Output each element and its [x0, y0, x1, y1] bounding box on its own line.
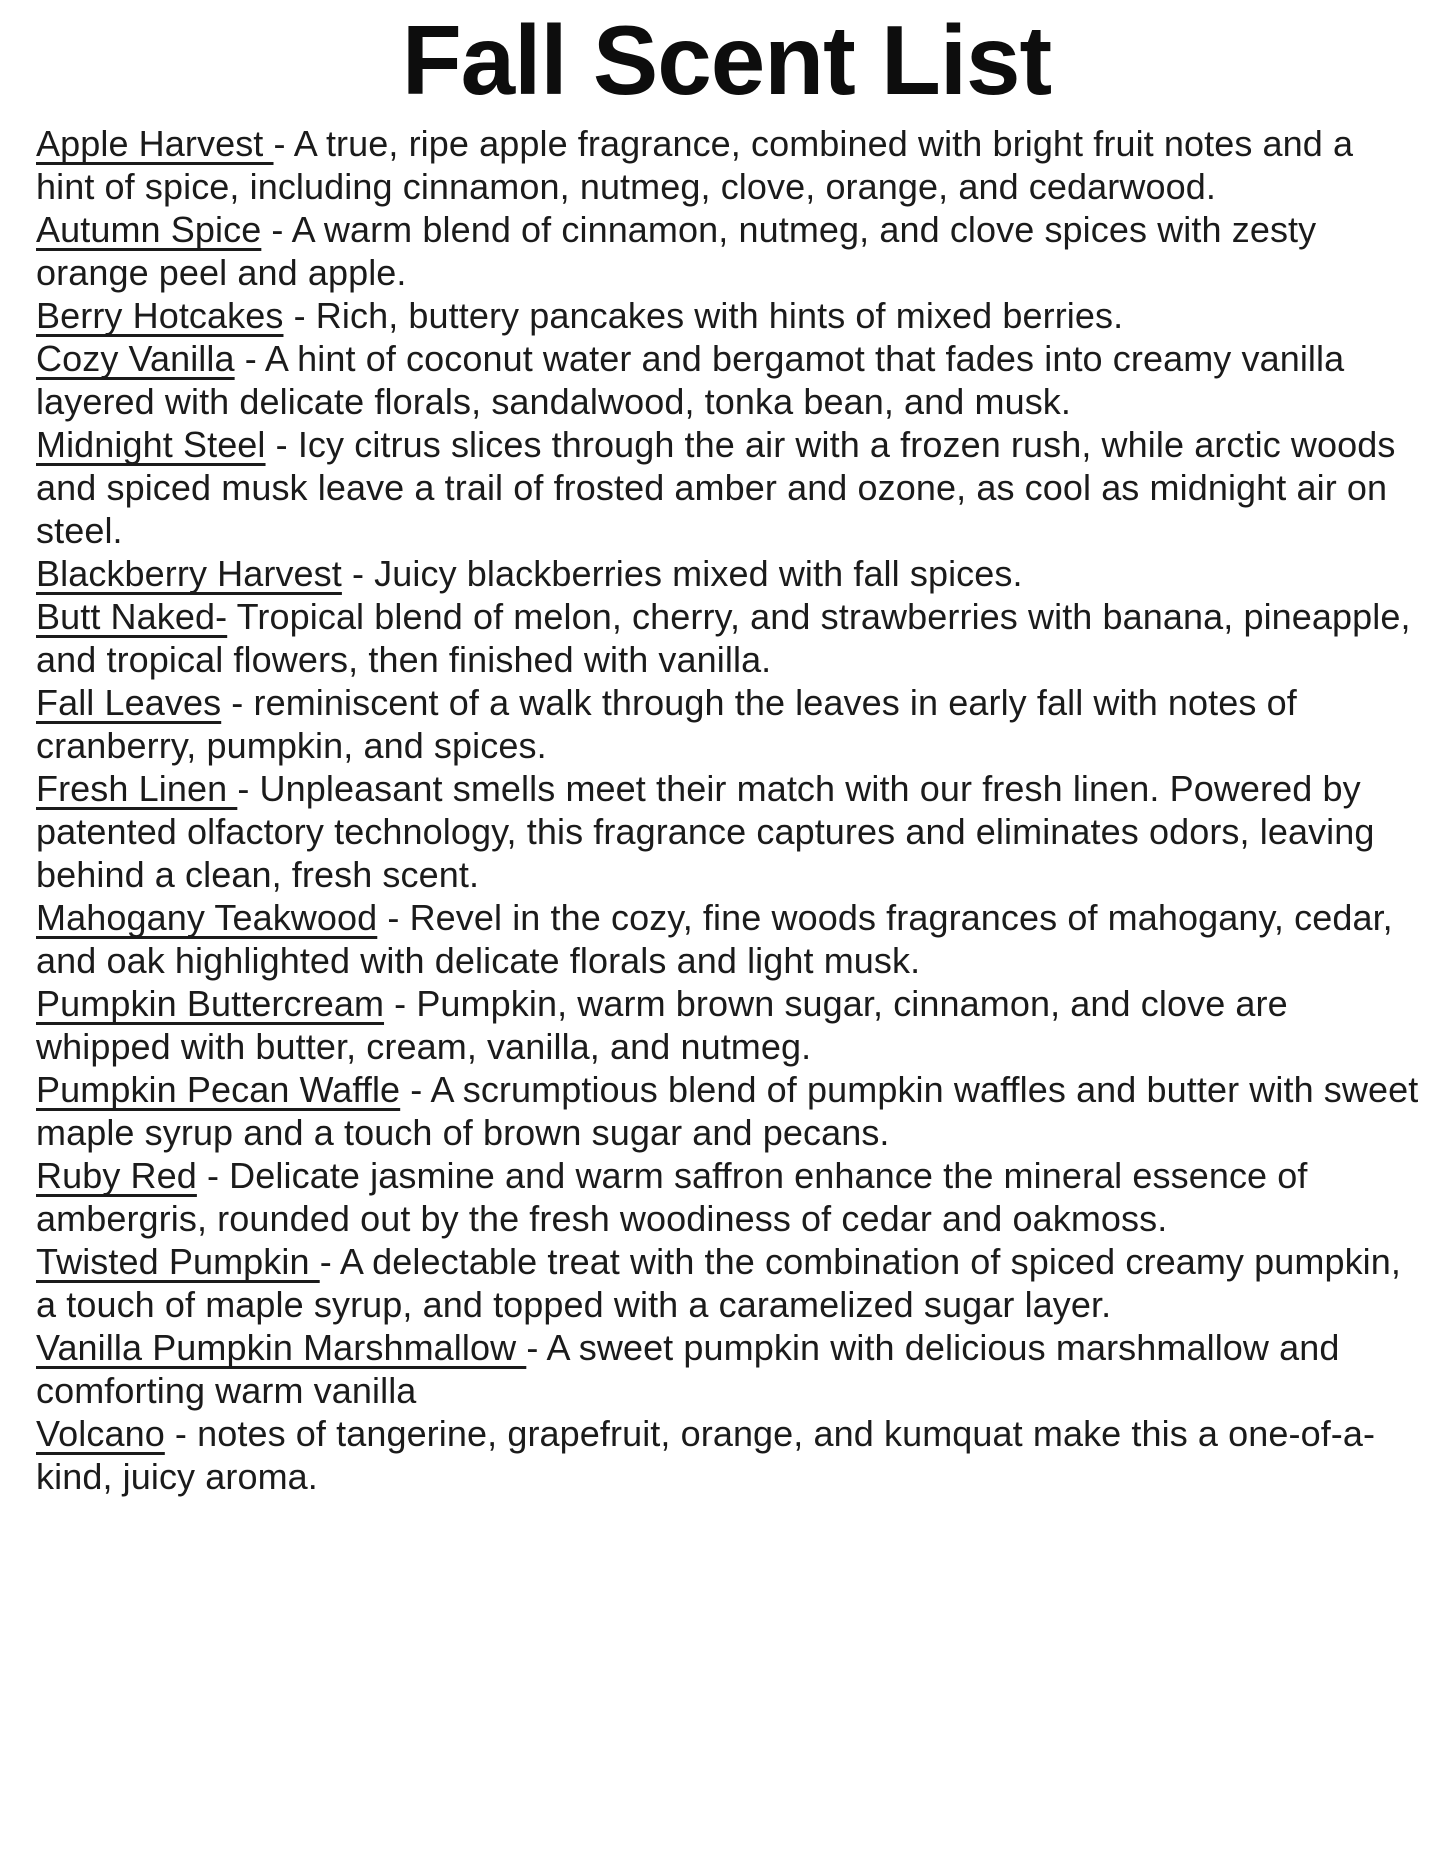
scent-description: - A delectable treat with the combination of spiced creamy pumpkin, a touch of maple syrup, and topped with a caramelized sugar layer. — [36, 1240, 1412, 1325]
scent-entry — [36, 767, 1421, 896]
scent-entry — [36, 552, 1421, 595]
scent-entry — [36, 294, 1421, 337]
scent-name: Pumpkin Buttercream — [36, 982, 385, 1024]
scent-name: Autumn Spice — [36, 208, 262, 250]
scent-entry — [36, 595, 1421, 681]
scent-entry — [36, 122, 1421, 208]
scent-description: - Delicate jasmine and warm saffron enhance the mineral essence of ambergris, rounded out by the fresh woodiness of cedar and oakmoss. — [36, 1154, 1318, 1239]
scent-name: Fresh Linen — [36, 767, 238, 809]
scent-entry — [36, 1068, 1429, 1154]
scent-description: - Pumpkin, warm brown sugar, cinnamon, and clove are whipped with butter, cream, vanilla, and nutmeg. — [36, 982, 1298, 1067]
scent-description: - Rich, buttery pancakes with hints of mixed berries. — [283, 294, 1124, 336]
scent-name: Ruby Red — [36, 1154, 197, 1196]
scent-name: Apple Harvest — [36, 122, 274, 164]
scent-name: Volcano — [36, 1412, 165, 1454]
scent-list — [36, 122, 1429, 1498]
scent-name: Vanilla Pumpkin Marshmallow — [36, 1326, 527, 1368]
scent-description: - A hint of coconut water and bergamot that fades into creamy vanilla layered with delicate florals, sandalwood, tonka bean, and musk. — [36, 337, 1355, 422]
scent-entry — [36, 337, 1421, 423]
scent-entry — [36, 1412, 1421, 1498]
scent-description: - A scrumptious blend of pumpkin waffles and butter with sweet maple syrup and a touch of brown sugar and pecans. — [36, 1068, 1429, 1153]
scent-description: Tropical blend of melon, cherry, and strawberries with banana, pineapple, and tropical flowers, then finished with vanilla. — [36, 595, 1421, 680]
scent-description: - Unpleasant smells meet their match with our fresh linen. Powered by patented olfactory technology, this fragrance captures and eliminates odors, leaving behind a clean, fresh scent. — [36, 767, 1385, 895]
scent-description: - A warm blend of cinnamon, nutmeg, and clove spices with zesty orange peel and apple. — [36, 208, 1327, 293]
scent-name: Berry Hotcakes — [36, 294, 284, 336]
scent-name: Midnight Steel — [36, 423, 266, 465]
scent-entry — [36, 1326, 1421, 1412]
scent-name: Pumpkin Pecan Waffle — [36, 1068, 401, 1110]
scent-entry — [36, 896, 1421, 982]
scent-name: Cozy Vanilla — [36, 337, 235, 379]
scent-entry — [36, 681, 1421, 767]
scent-description: - Revel in the cozy, fine woods fragrances of mahogany, cedar, and oak highlighted with delicate florals and light musk. — [36, 896, 1403, 981]
scent-entry — [36, 1154, 1421, 1240]
page-title: Fall Scent List — [401, 5, 1052, 115]
scent-entry — [36, 982, 1421, 1068]
scent-name: Mahogany Teakwood — [36, 896, 378, 938]
scent-entry — [36, 1240, 1421, 1326]
scent-entry — [36, 423, 1421, 552]
scent-description: - A true, ripe apple fragrance, combined with bright fruit notes and a hint of spice, including cinnamon, nutmeg, clove, orange, and cedarwood. — [36, 122, 1364, 207]
scent-name: Blackberry Harvest — [36, 552, 342, 594]
scent-description: - Icy citrus slices through the air with a frozen rush, while arctic woods and spiced musk leave a trail of frosted amber and ozone, as cool as midnight air on steel. — [36, 423, 1406, 551]
scent-description: - notes of tangerine, grapefruit, orange, and kumquat make this a one-of-a-kind, juicy aroma. — [36, 1412, 1376, 1497]
scent-entry — [36, 208, 1421, 294]
scent-name: Twisted Pumpkin — [36, 1240, 320, 1282]
scent-description: - reminiscent of a walk through the leaves in early fall with notes of cranberry, pumpkin, and spices. — [36, 681, 1307, 766]
scent-description: - A sweet pumpkin with delicious marshmallow and comforting warm vanilla — [36, 1326, 1350, 1411]
scent-name: Fall Leaves — [36, 681, 222, 723]
scent-description: - Juicy blackberries mixed with fall spices. — [341, 552, 1023, 594]
scent-name: Butt Naked- — [36, 595, 228, 637]
